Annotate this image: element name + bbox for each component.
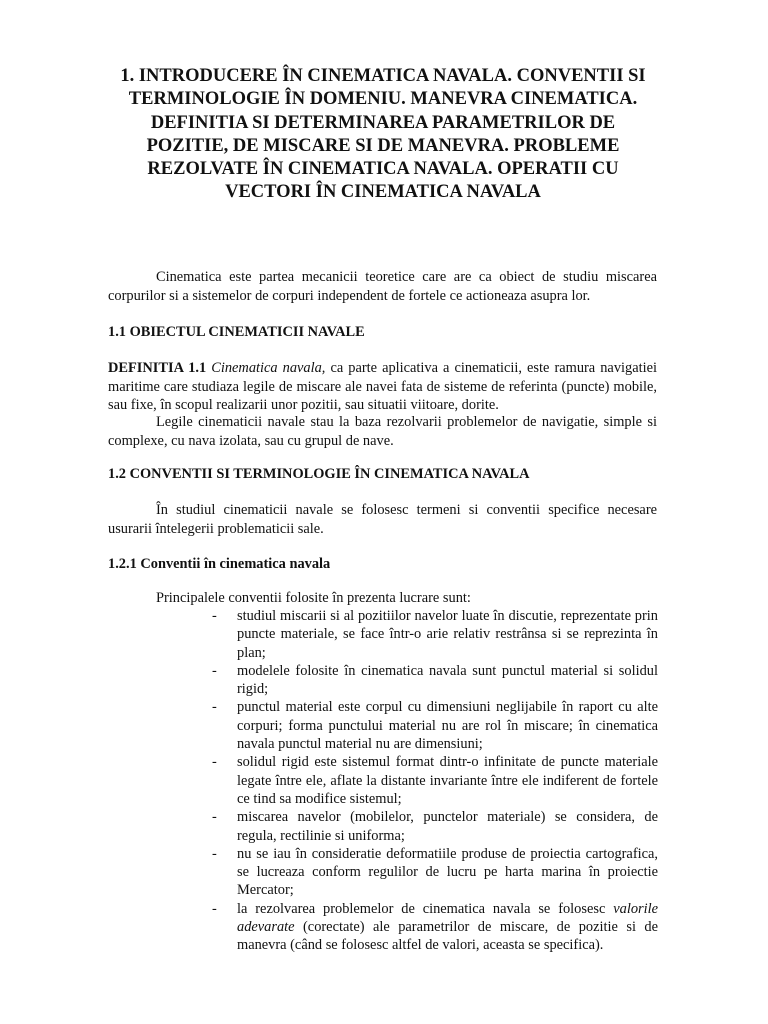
list-item-text: nu se iau în consideratie deformatiile produse de proiectia cartografica, se lucreaza conform regulilor de lucru pe harta marina în proiectie Mercator; <box>237 845 658 899</box>
list-item <box>210 662 658 699</box>
list-item <box>210 845 658 900</box>
definition-term: Cinematica navala, <box>211 360 326 376</box>
list-item <box>210 753 658 808</box>
terminology-paragraph: În studiul cinematicii navale se folosesc termeni si conventii specifice necesare usurarii întelegerii problematicii sale. <box>108 502 657 537</box>
list-item-text: miscarea navelor (mobilelor, punctelor materiale) se considera, de regula, rectilinie si uniforma; <box>237 809 658 844</box>
section-heading-1-2: 1.2 CONVENTII SI TERMINOLOGIE ÎN CINEMATICA NAVALA <box>108 466 530 482</box>
list-item-text-after: (corectate) ale parametrilor de miscare, de pozitie si de manevra (când se folosesc altfel de valori, aceasta se specifica). <box>237 919 658 954</box>
conventions-list <box>210 607 658 955</box>
list-item-text: modelele folosite în cinematica navala sunt punctul material si solidul rigid; <box>237 662 658 698</box>
list-item <box>210 607 658 662</box>
intro-paragraph: Cinematica este partea mecanicii teoretice care are ca obiect de studiu miscarea corpurilor si a sistemelor de corpuri independent de fortele ce actioneaza asupra lor. <box>108 269 657 304</box>
bullet-marker: - <box>212 699 217 716</box>
list-item <box>210 808 658 845</box>
definition-label: DEFINITIA 1.1 <box>108 360 207 376</box>
subsection-heading-1-2-1: 1.2.1 Conventii în cinematica navala <box>108 556 331 572</box>
conventions-intro: Principalele conventii folosite în prezenta lucrare sunt: <box>156 590 471 606</box>
definition-paragraph <box>108 359 657 415</box>
list-item-text: studiul miscarii si al pozitiilor navelor luate în discutie, reprezentate prin puncte materiale, se face într-o arie relativ restrânsa si se reprezinta în plan; <box>237 608 658 661</box>
definition-text: ca parte aplicativa a cinematicii, este ramura navigatiei maritime care studiaza legile de miscare ale navei fata de sisteme de referinta (puncte) mobile, sau fixe, în scopul realizarii unor pozitii, sau situatii viitoare, dorite. <box>108 360 657 413</box>
chapter-title: 1. INTRODUCERE ÎN CINEMATICA NAVALA. CONVENTII SI TERMINOLOGIE ÎN DOMENIU. MANEVRA CINEMATICA. DEFINITIA SI DETERMINAREA PARAMETRILOR DE POZITIE, DE MISCARE SI DE MANEVRA. PROBLEME REZOLVATE ÎN CINEMATICA NAVALA. OPERATII CU VECTORI ÎN CINEMATICA NAVALA <box>120 66 646 203</box>
list-item-italic: valorile adevarate <box>237 900 658 936</box>
bullet-marker: - <box>212 900 217 917</box>
bullet-marker: - <box>212 754 217 771</box>
laws-paragraph: Legile cinematicii navale stau la baza rezolvarii problemelor de navigatie, simple si complexe, cu nava izolata, sau cu grupul de nave. <box>108 414 657 449</box>
bullet-marker: - <box>212 608 217 624</box>
bullet-marker: - <box>212 845 217 862</box>
list-item <box>210 900 658 955</box>
bullet-marker: - <box>212 809 217 826</box>
list-item-text-before: la rezolvarea problemelor de cinematica navala se folosesc <box>237 900 614 917</box>
list-item-text: punctul material este corpul cu dimensiuni neglijabile în raport cu alte corpuri; forma punctului material nu are rol în miscare; în cinematica navala punctul material nu are dimensiuni; <box>237 699 658 753</box>
list-item <box>210 698 658 753</box>
bullet-marker: - <box>212 662 217 679</box>
section-heading-1-1: 1.1 OBIECTUL CINEMATICII NAVALE <box>108 324 365 340</box>
list-item-text: solidul rigid este sistemul format dintr-o infinitate de puncte materiale legate între ele, aflate la distante invariante între ele indiferent de fortele ce tind sa modifice sistemul; <box>237 754 658 807</box>
